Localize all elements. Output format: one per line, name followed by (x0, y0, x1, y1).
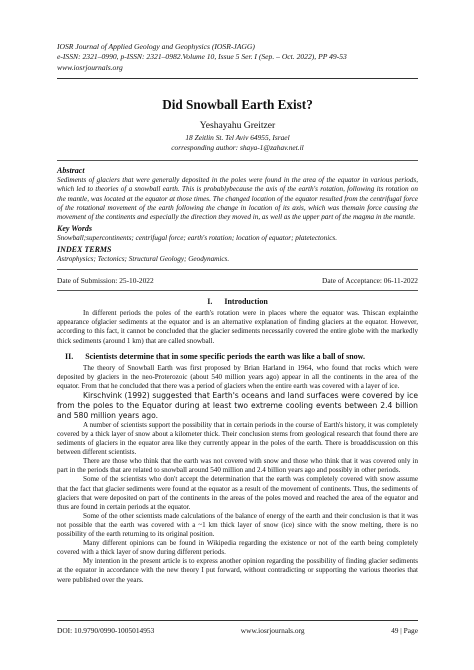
section-2-paragraph: Many different opinions can be found in Wikipedia regarding the existence or not of the earth being completely covered with a thick layer of snow during different periods. (57, 539, 418, 557)
page-footer (57, 615, 418, 635)
journal-name: IOSR Journal of Applied Geology and Geophysics (IOSR-JAGG) (57, 42, 255, 51)
dates-row (57, 276, 418, 285)
author-name: Yeshayahu Greitzer (199, 120, 276, 132)
keywords-heading: Key Words (57, 224, 93, 234)
section-2-paragraph: The theory of Snowball Earth was first proposed by Brian Harland in 1964, who found that rocks which were deposited by glaciers in the neo-Proterozoic (about 540 million years ago) appear in all the continents in the area of the equator. From that he concluded that there was a period of glaciers when the entire earth was covered with a layer of ice. (57, 363, 418, 390)
date-submission: Date of Submission: 25-10-2022 (57, 276, 154, 286)
footer-doi[interactable]: DOI: 10.9790/0990-1005014953 (57, 626, 155, 635)
section-1-heading: I. Introduction (207, 297, 268, 307)
abstract-heading: Abstract (57, 166, 85, 176)
abstract-text: Sediments of glaciers that were generally deposited in the poles were found in the area of the equator in various periods, which led to theories of a snowball earth. This is probablybecause the axis of the earth's rotation, following its rotation on the mantle, was located at the equator at those times. The changed location of the equator resulted from the centrifugal force of the rotational movement of the earth following the change in location of its axis, which was themain force causing the movement of the continents and especially the direction they moved in, as well as the upper part of the magma in the mantle. (57, 176, 418, 222)
footer-page-number: 49 | Page (391, 626, 418, 635)
dates-bottom-divider (57, 290, 418, 291)
abstract-top-divider (57, 160, 418, 161)
keywords-text: Snowball;supercontinents; centrifugal force; earth's rotation; location of equator; platetectonics. (57, 234, 338, 243)
footer-row (57, 626, 418, 635)
date-acceptance: Date of Acceptance: 06-11-2022 (322, 276, 418, 286)
author-affiliation: 18 Zeitlin St. Tel Aviv 64955, Israel (185, 133, 290, 143)
journal-site[interactable]: www.iosrjournals.org (57, 62, 123, 72)
index-terms-text: Astrophysics; Tectonics; Structural Geology; Geodynamics. (57, 254, 230, 263)
dates-top-divider (57, 269, 418, 270)
journal-header (57, 42, 418, 73)
section-1-body (57, 309, 418, 345)
header-divider (57, 78, 418, 79)
section-2-heading: II. Scientists determine that in some specific periods the earth was like a ball of snow. (65, 351, 365, 361)
corresponding-author: corresponding author: shaya-1@zahav.net.il (171, 142, 304, 152)
section-1-paragraph: In different periods the poles of the earth's rotation were in places where the equator was. Thiscan explainthe appearance ofglacier sediments at the equator and is an alternative explanation of finding glaciers at the equator. However, according to this fact, it cannot be concluded that the glacier sediments necessarily covered the entire globe with the markedly thick sediments (around 1 km) that are called snowball. (57, 309, 418, 345)
section-2-paragraph: Kirschvink (1992) suggested that Earth's oceans and land surfaces were covered by ice from the poles to the Equator during at least two extreme cooling events between 2.4 billion and 580 million years ago. (57, 390, 418, 420)
section-2-paragraph: Some of the other scientists made calculations of the balance of energy of the earth and their conclusion is that it was not possible that the earth was covered with a ~1 km thick layer of snow (ice) since with the snow melting, there is no possibility of the earth returning to its original position. (57, 511, 418, 539)
footer-divider (57, 620, 418, 621)
section-2-paragraph: My intention in the present article is to express another opinion regarding the possibility of finding glacier sediments at the equator in accordance with the new theory I put forward, without contradicting or supporting the various theories that were published over the years. (57, 557, 418, 584)
section-2-paragraph: A number of scientists support the possibility that in certain periods in the course of Earth's history, it was completely covered by a thick layer of snow about a kilometer thick. Their conclusion stems from geological research that found there are sediments of glaciers in the equator area like they currently appear in the poles of the earth. There is broaddiscussion on this between different scientists. (57, 420, 418, 457)
paper-title: Did Snowball Earth Exist? (162, 97, 313, 113)
index-terms-heading: INDEX TERMS (57, 245, 112, 255)
footer-site[interactable]: www.iosrjournals.org (240, 626, 305, 635)
section-2-paragraph: Some of the scientists who don't accept the determination that the earth was completely covered with snow assume that the fact that glacier sediments were found at the equator as a result of the movement of continents. Thus, the sediments of glaciers that were deposited on part of the continents in the areas of the poles moved and reached the area of the equator and thus are found in certain periods at the equator. (57, 475, 418, 511)
section-2-paragraph: There are those who think that the earth was not covered with snow and those who think that it was covered only in part in the periods that are related to snowball around 540 million and 2.4 billion years ago and possibly in other periods. (57, 457, 418, 475)
section-2-body (57, 364, 418, 585)
journal-issn: e-ISSN: 2321–0990, p-ISSN: 2321–0982.Volume 10, Issue 5 Ser. I (Sep. – Oct. 2022), PP 49-53 (57, 52, 347, 62)
